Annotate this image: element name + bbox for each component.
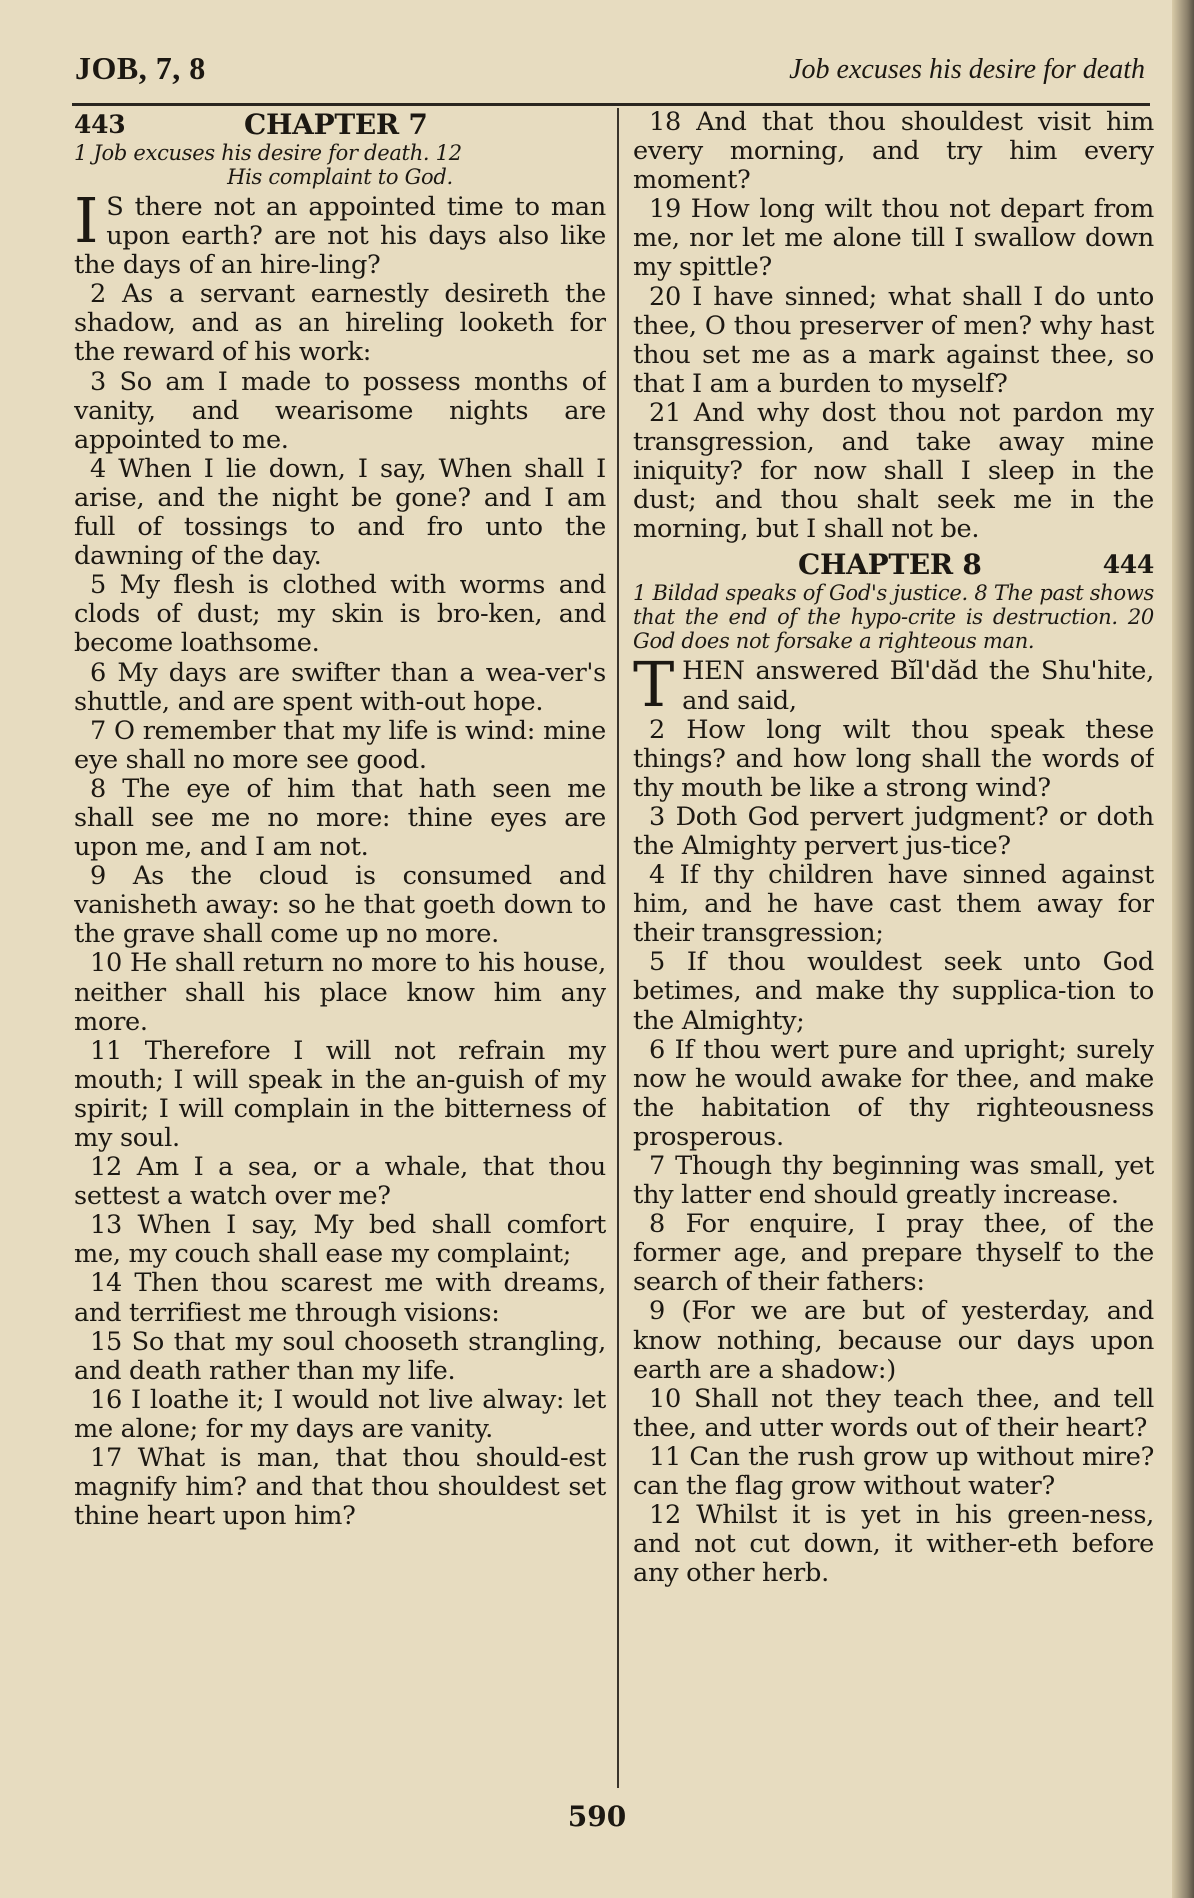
chapter-8-dropcap: T xyxy=(633,648,675,722)
chapter-8-section-number: 444 xyxy=(1102,550,1154,580)
running-header xyxy=(75,50,1145,100)
chapter-7-verse-1 xyxy=(74,184,606,281)
verse: 11 Therefore I will not refrain my mouth; I will speak in the an-guish of my spirit; I will complain in the bitterness of my soul. xyxy=(74,1035,606,1153)
verse: 20 I have sinned; what shall I do unto thee, O thou preserver of men? why hast thou set me as a mark against thee, so that I am a burden to myself? xyxy=(633,281,1154,399)
verse: 21 And why dost thou not pardon my transgression, and take away mine iniquity? for now shall I sleep in the dust; and thou shalt seek me in the morning, but I shall not be. xyxy=(633,397,1154,545)
header-topic: Job excuses his desire for death xyxy=(789,54,1145,85)
verse: 4 When I lie down, I say, When shall I arise, and the night be gone? and I am full of tossings to and fro unto the dawning of the day. xyxy=(74,453,606,572)
verse: 2 As a servant earnestly desireth the shadow, and as an hireling looketh for the reward of his work: xyxy=(74,279,606,368)
verse: 4 If thy children have sinned against him, and he have cast them away for their transgression; xyxy=(633,860,1154,949)
column-divider xyxy=(617,108,619,1788)
verse: 7 O remember that my life is wind: mine eye shall no more see good. xyxy=(74,715,606,775)
chapter-7-section-number: 443 xyxy=(74,110,126,139)
header-rule xyxy=(72,103,1150,106)
chapter-7-dropcap: I xyxy=(74,184,99,257)
chapter-8-title: CHAPTER 8 xyxy=(798,548,982,582)
chapter-7-summary xyxy=(74,141,606,189)
verse: 3 Doth God pervert judgment? or doth the Almighty pervert jus-tice? xyxy=(633,801,1154,861)
verse: 7 Though thy beginning was small, yet thy latter end should greatly increase. xyxy=(633,1151,1154,1211)
verse: 12 Am I a sea, or a whale, that thou settest a watch over me? xyxy=(74,1152,606,1212)
page-number: 590 xyxy=(567,1800,627,1833)
verse: 17 What is man, that thou should-est magnify him? and that thou shouldest set thine heart upon him? xyxy=(74,1443,606,1532)
verse: 2 How long wilt thou speak these things? and how long shall the words of thy mouth be like a strong wind? xyxy=(633,714,1154,803)
verse: 9 (For we are but of yesterday, and know nothing, because our days upon earth are a shadow:) xyxy=(633,1296,1154,1385)
left-column xyxy=(74,108,606,1788)
verse: 11 Can the rush grow up without mire? can the flag grow without water? xyxy=(633,1441,1154,1502)
verse: 8 The eye of him that hath seen me shall see me no more: thine eyes are upon me, and I am not. xyxy=(74,773,606,863)
page-edge-shadow xyxy=(1172,0,1194,1898)
verse: 15 So that my soul chooseth strangling, and death rather than my life. xyxy=(74,1326,606,1386)
verse: 13 When I say, My bed shall comfort me, my couch shall ease my complaint; xyxy=(74,1210,606,1270)
chapter-7-title: CHAPTER 7 xyxy=(244,108,428,141)
verse: 5 My flesh is clothed with worms and clods of dust; my skin is bro-ken, and become loathsome. xyxy=(74,570,606,659)
chapter-7-summary-line-2: His complaint to God. xyxy=(227,165,453,189)
verse: 3 So am I made to possess months of vanity, and wearisome nights are appointed to me. xyxy=(74,366,606,455)
chapter-8-verse-1-text: HEN answered Bĭl'dăd the Shu'hite, and said, xyxy=(682,656,1154,716)
verse: 10 Shall not they teach thee, and tell thee, and utter words out of their heart? xyxy=(633,1383,1154,1443)
verse: 9 As the cloud is consumed and vanisheth away: so he that goeth down to the grave shall come up no more. xyxy=(74,861,606,950)
chapter-7-verse-1-text: S there not an appointed time to man upon earth? are not his days also like the days of an hire-ling? xyxy=(74,192,606,281)
chapter-8-summary: 1 Bildad speaks of God's justice. 8 The past shows that the end of the hypo-crite is destruction. 20 God does not forsake a righteous man. xyxy=(633,581,1154,654)
verse: 8 For enquire, I pray thee, of the former age, and prepare thyself to the search of their fathers: xyxy=(633,1209,1154,1298)
chapter-7-heading xyxy=(74,108,606,141)
chapter-7-summary-line-1: 1 Job excuses his desire for death. 12 xyxy=(74,141,462,165)
header-book-reference: JOB, 7, 8 xyxy=(75,50,206,86)
verse: 19 How long wilt thou not depart from me, nor let me alone till I swallow down my spittle? xyxy=(633,194,1154,283)
right-column xyxy=(633,108,1154,1788)
verse: 14 Then thou scarest me with dreams, and terrifiest me through visions: xyxy=(74,1268,606,1328)
verse: 18 And that thou shouldest visit him every morning, and try him every moment? xyxy=(633,108,1154,196)
verse: 6 My days are swifter than a wea-ver's shuttle, and are spent with-out hope. xyxy=(74,657,606,717)
verse: 5 If thou wouldest seek unto God betimes, and make thy supplica-tion to the Almighty; xyxy=(633,947,1154,1036)
verse: 6 If thou wert pure and upright; surely now he would awake for thee, and make the habitation of thy righteousness prosperous. xyxy=(633,1034,1154,1152)
verse: 10 He shall return no more to his house, neither shall his place know him any more. xyxy=(74,948,606,1037)
verse: 12 Whilst it is yet in his green-ness, and not cut down, it wither-eth before any other herb. xyxy=(633,1500,1154,1589)
chapter-8-heading xyxy=(633,548,1154,581)
chapter-8-verse-1 xyxy=(633,648,1154,722)
verse: 16 I loathe it; I would not live alway: let me alone; for my days are vanity. xyxy=(74,1384,606,1444)
